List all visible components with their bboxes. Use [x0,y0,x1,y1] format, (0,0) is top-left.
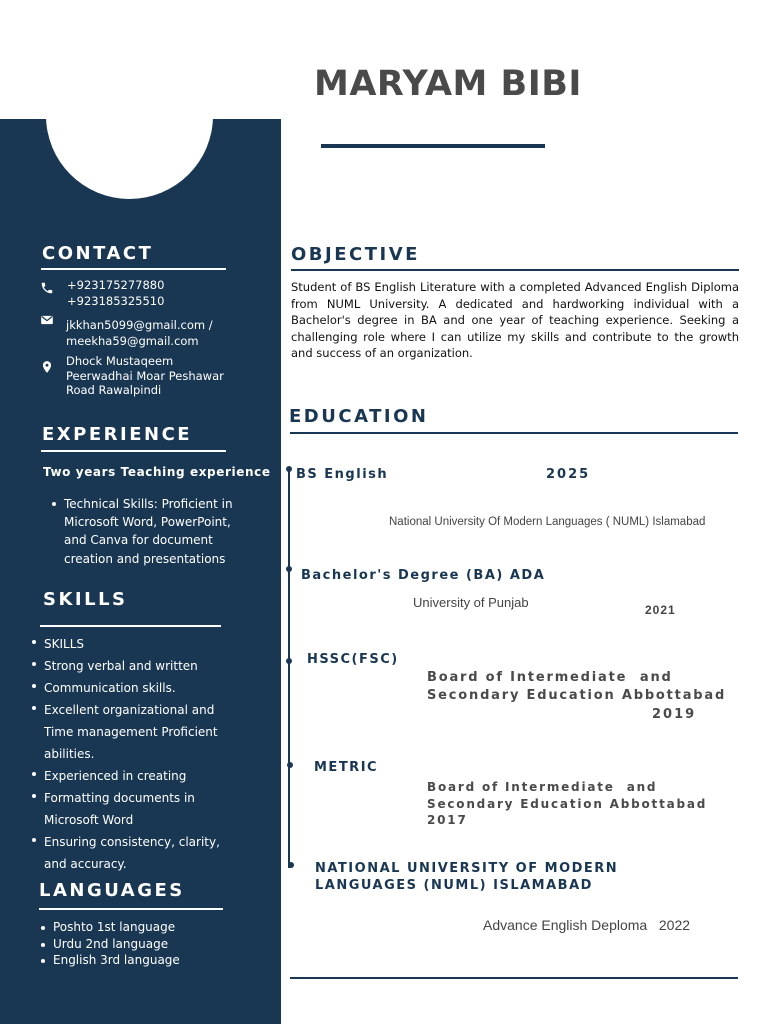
edu-hssc-title: HSSC(FSC) [307,652,399,667]
skill-item: Ensuring consistency, clarity, [32,831,220,853]
education-heading: EDUCATION [289,406,429,427]
edu-metric-board: Board of Intermediate and Secondary Education Abbottabad 2017 [427,780,708,827]
skill-item-text: Time management Proficient [44,725,218,739]
skills-rule [40,625,221,627]
skill-item-cont [32,721,220,743]
languages-list [41,919,180,969]
timeline-dot [286,466,292,472]
contact-heading: CONTACT [42,243,154,264]
name-underline [321,144,545,148]
objective-heading: OBJECTIVE [291,244,420,265]
edu-bs-title: BS English [296,467,389,482]
bottom-rule [290,977,738,979]
email-icon [40,313,54,327]
contact-rule [41,268,226,270]
experience-item-cont [52,513,233,531]
skill-item: Strong verbal and written [32,655,220,677]
edu-bs-institution: National University Of Modern Languages ( NUML) Islamabad [389,516,706,528]
profile-photo-circle [46,119,213,199]
skill-item-cont [32,809,220,831]
address-line-3: Road Rawalpindi [66,383,162,397]
skill-item-text: Microsoft Word [44,813,134,827]
profile-photo-frame [0,119,281,204]
edu-metric-title: METRIC [314,760,379,775]
skill-item: Excellent organizational and [32,699,220,721]
experience-list [52,495,233,568]
skill-item: Experienced in creating [32,765,220,787]
experience-item-cont [52,550,233,568]
skill-item-cont [32,853,220,875]
experience-item: Technical Skills: Proficient in [52,495,233,513]
edu-ba-title: Bachelor's Degree (BA) ADA [301,568,546,583]
timeline-dot [288,862,294,868]
skill-item-text: and accuracy. [44,857,127,871]
address-line-2: Peerwadhai Moar Peshawar [66,369,224,383]
edu-numl-title-1: NATIONAL UNIVERSITY OF MODERN [315,861,619,876]
timeline-dot [287,762,293,768]
skill-item: SKILLS [32,633,220,655]
timeline-dot [286,566,292,572]
experience-item-text: Microsoft Word, PowerPoint, [64,515,231,530]
skills-heading: SKILLS [43,589,128,610]
objective-rule [291,269,739,271]
phone-icon [40,281,54,295]
skills-list [32,633,220,875]
edu-hssc-year: 2019 [652,707,697,722]
candidate-name: MARYAM BIBI [314,64,582,104]
phone-number-1: +923175277880 [67,278,165,292]
objective-text: Student of BS English Literature with a completed Advanced English Diploma from NUML University. A dedicated and hardworking individual with a Bachelor's degree in BA and one year of teaching experience. Seeking a challenging role where I can utilize my skills and contribute to the growth and success of an organization. [291,280,739,360]
languages-rule [39,908,223,910]
experience-heading: EXPERIENCE [42,424,193,445]
skill-item: Communication skills. [32,677,220,699]
languages-heading: LANGUAGES [39,880,185,901]
experience-rule [41,450,226,452]
education-rule [290,432,738,434]
email-line-2: meekha59@gmail.com [66,334,199,348]
location-icon [40,360,54,374]
experience-item-text: creation and presentations [64,551,226,566]
language-item: Urdu 2nd language [41,936,180,953]
experience-item-cont [52,531,233,549]
edu-ba-institution: University of Punjab [413,595,529,610]
edu-numl-title-2: LANGUAGES (NUML) ISLAMABAD [315,878,593,893]
address-line-1: Dhock Mustaqeem [66,354,174,368]
language-item: English 3rd language [41,952,180,969]
edu-ba-year: 2021 [645,603,676,617]
edu-hssc-board: Board of Intermediate and Secondary Education Abbottabad [427,670,727,703]
edu-numl-course: Advance English Deploma 2022 [483,917,691,933]
skill-item-text: abilities. [44,747,95,761]
language-item: Poshto 1st language [41,919,180,936]
experience-item-text: and Canva for document [64,533,213,548]
experience-subtitle: Two years Teaching experience [43,465,271,479]
skill-item: Formatting documents in [32,787,220,809]
email-line-1: jkkhan5099@gmail.com / [66,318,213,332]
edu-bs-year: 2025 [546,467,591,482]
education-timeline [288,468,290,868]
timeline-dot [286,658,292,664]
phone-number-2: +923185325510 [67,294,165,308]
skill-item-cont [32,743,220,765]
